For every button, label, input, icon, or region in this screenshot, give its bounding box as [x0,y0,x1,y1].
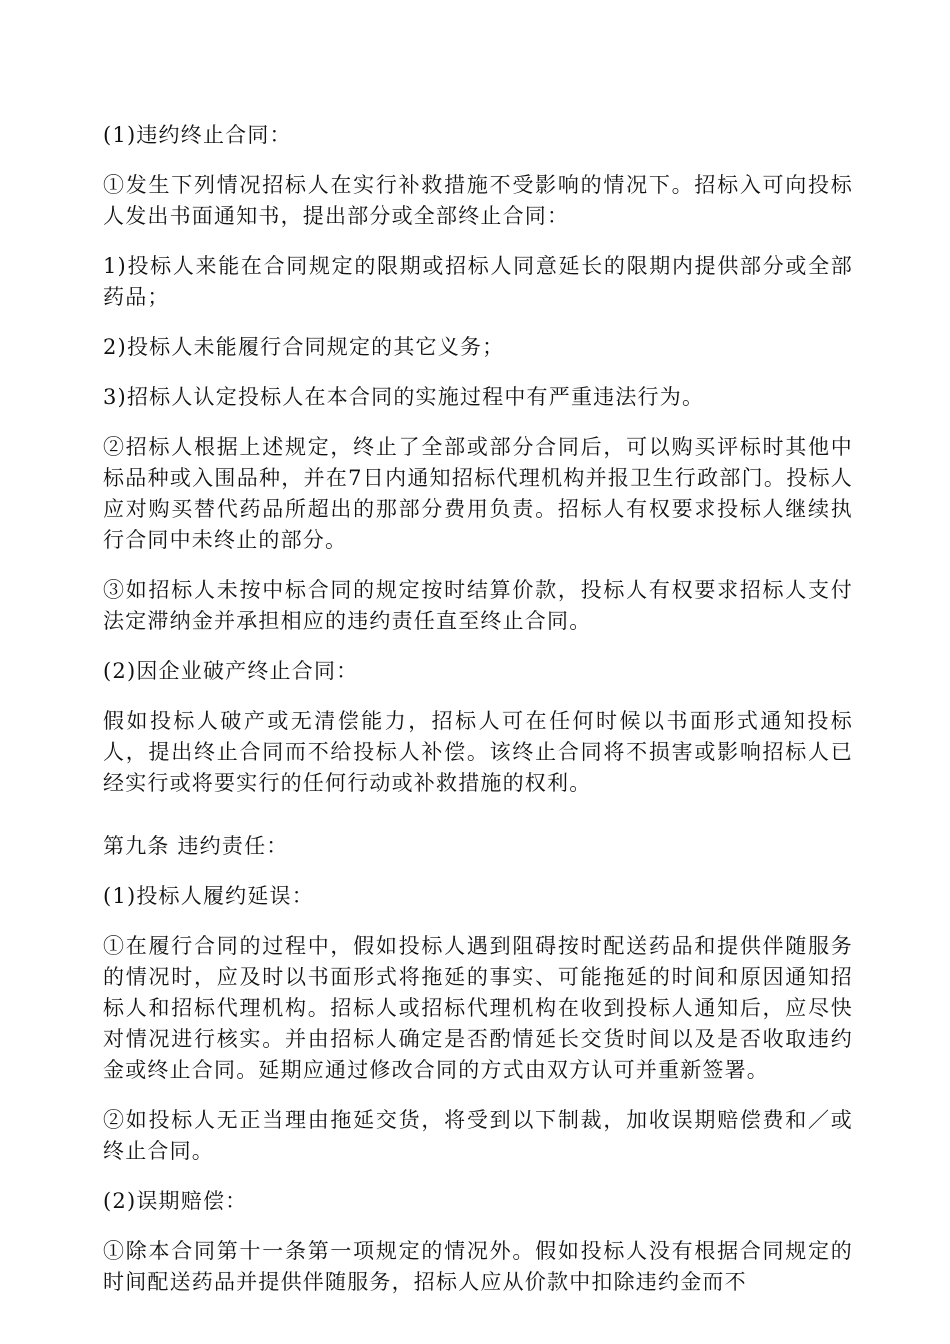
clause-heading-bankruptcy-termination: (2)因企业破产终止合同： [103,659,359,683]
bankruptcy-paragraph: 假如投标人破产或无清偿能力，招标人可在任何时候以书面形式通知投标人，提出终止合同而不给投标人补偿。该终止合同将不损害或影响招标人已经实行或将要实行的任何行动或补救措施的权利。 [103,709,853,795]
termination-subitem-2: 2)投标人未能履行合同规定的其它义务； [103,335,505,359]
termination-subitem-1: 1)投标人来能在合同规定的限期或招标人同意延长的限期内提供部分或全部药品； [103,254,853,309]
termination-item-2: ②招标人根据上述规定，终止了全部或部分合同后，可以购买评标时其他中标品种或入围品种，并在7日内通知招标代理机构并报卫生行政部门。投标人应对购买替代药品所超出的那部分费用负责。招标人有权要求投标人继续执行合同中未终止的部分。 [103,435,853,552]
clause-heading-breach-termination: (1)违约终止合同： [103,123,292,147]
clause-heading-delay-compensation: (2)误期赔偿： [103,1189,248,1213]
termination-item-3: ③如招标人未按中标合同的规定按时结算价款，投标人有权要求招标人支付法定滞纳金并承担相应的违约责任直至终止合同。 [103,578,853,633]
document-body [103,120,853,1317]
clause-heading-delay: (1)投标人履约延误： [103,884,314,908]
termination-subitem-3: 3)招标人认定投标人在本合同的实施过程中有严重违法行为。 [103,385,705,409]
delay-item-1: ①在履行合同的过程中，假如投标人遇到阻碍按时配送药品和提供伴随服务的情况时，应及时以书面形式将拖延的事实、可能拖延的时间和原因通知招标人和招标代理机构。招标人或招标代理机构在收到投标人通知后，应尽快对情况进行核实。并由招标人确定是否酌情延长交货时间以及是否收取违约金或终止合同。延期应通过修改合同的方式由双方认可并重新签署。 [103,934,853,1082]
article-nine-heading: 第九条 违约责任： [103,834,289,858]
compensation-item-1: ①除本合同第十一条第一项规定的情况外。假如投标人没有根据合同规定的时间配送药品并提供伴随服务，招标人应从价款中扣除违约金而不 [103,1239,853,1294]
termination-item-1: ①发生下列情况招标人在实行补救措施不受影响的情况下。招标入可向投标人发出书面通知书，提出部分或全部终止合同： [103,173,853,228]
delay-item-2: ②如投标人无正当理由拖延交货，将受到以下制裁，加收误期赔偿费和／或终止合同。 [103,1108,853,1163]
